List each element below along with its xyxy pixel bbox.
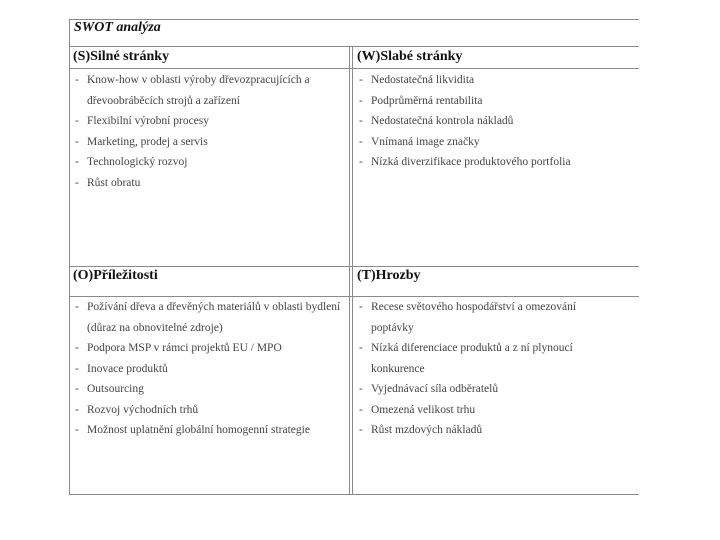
list-item: - Možnost uplatnění globální homogenní strategie (71, 420, 347, 441)
list-item: - Nízká diferenciace produktů a z ní plynoucí konkurence (355, 338, 605, 379)
list-item: - Vnímaná image značky (355, 132, 635, 153)
list-item: - Rozvoj východních trhů (71, 400, 347, 421)
list-item: - Outsourcing (71, 379, 347, 400)
swot-table (69, 19, 639, 495)
weaknesses-list (355, 70, 635, 173)
list-item: - Nedostatečná kontrola nákladů (355, 111, 635, 132)
middle-divider (69, 266, 639, 267)
title-divider (69, 46, 639, 47)
list-item: - Flexibilní výrobní procesy (71, 111, 341, 132)
bottom-border (69, 494, 639, 495)
column-divider-b (352, 46, 353, 495)
list-item: - Růst mzdových nákladů (355, 420, 605, 441)
weaknesses-heading: (W)Slabé stránky (357, 49, 463, 64)
list-item: - Recese světového hospodářství a omezování poptávky (355, 297, 605, 338)
list-item: - Know-how v oblasti výroby dřevozpracujících a dřevoobráběcích strojů a zařízení (71, 70, 341, 111)
threats-list (355, 297, 605, 441)
heading-divider-top (69, 68, 639, 69)
threats-heading: (T)Hrozby (357, 268, 421, 283)
opportunities-heading: (O)Příležitosti (73, 268, 158, 283)
list-item: - Vyjednávací síla odběratelů (355, 379, 605, 400)
list-item: - Nízká diverzifikace produktového portfolia (355, 152, 635, 173)
strengths-heading: (S)Silné stránky (73, 49, 170, 64)
list-item: - Inovace produktů (71, 359, 347, 380)
strengths-list (71, 70, 341, 193)
swot-title: SWOT analýza (74, 20, 161, 35)
list-item: - Růst obratu (71, 173, 341, 194)
list-item: - Technologický rozvoj (71, 152, 341, 173)
column-divider-a (349, 46, 350, 495)
list-item: - Nedostatečná likvidita (355, 70, 635, 91)
list-item: - Podprůměrná rentabilita (355, 91, 635, 112)
left-border (69, 19, 70, 495)
list-item: - Marketing, prodej a servis (71, 132, 341, 153)
list-item: - Omezená velikost trhu (355, 400, 605, 421)
opportunities-list (71, 297, 347, 441)
list-item: - Požívání dřeva a dřevěných materiálů v oblasti bydlení (důraz na obnovitelné zdroje) (71, 297, 347, 338)
list-item: - Podpora MSP v rámci projektů EU / MPO (71, 338, 347, 359)
